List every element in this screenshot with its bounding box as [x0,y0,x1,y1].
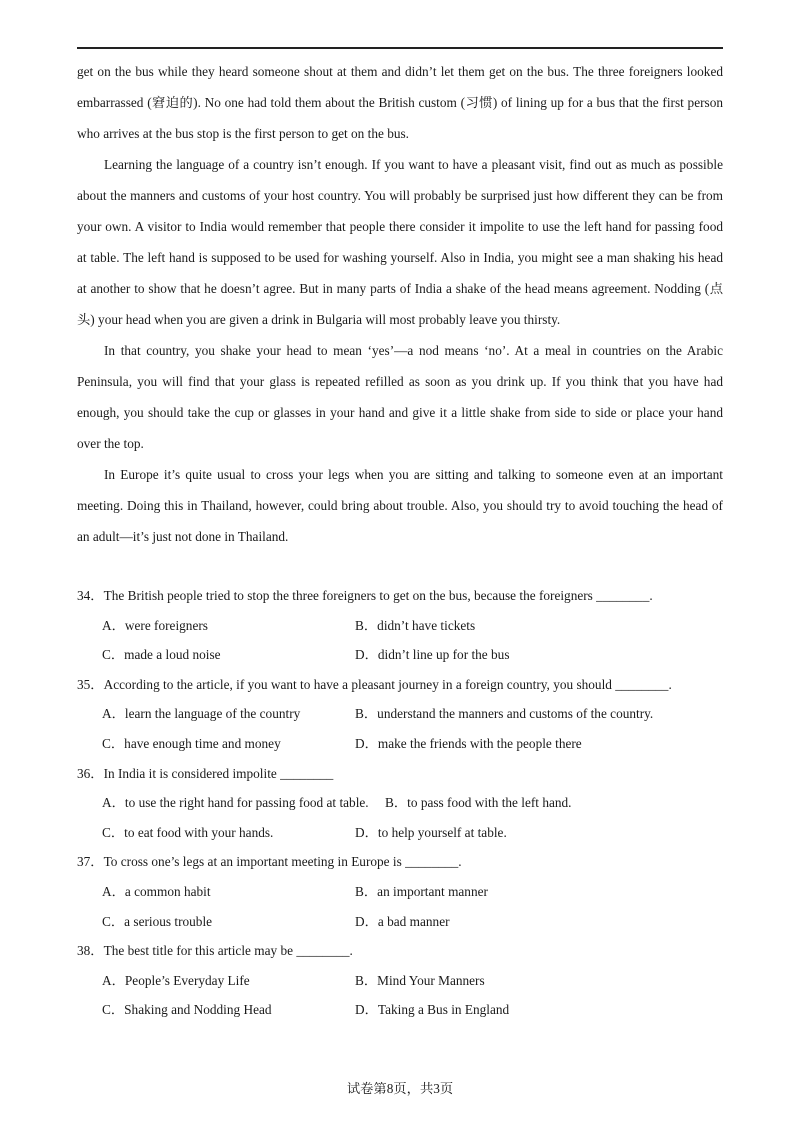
reading-passage [77,56,723,552]
passage-paragraph-3: In that country, you shake your head to mean ‘yes’—a nod means ‘no’. At a meal in countries on the Arabic Peninsula, you will find that your glass is repeated refilled as soon as you drink up. If you think that you have had enough, you should take the cup or glasses in your hand and give it a little shake from side to side or place your hand over the top. [77,343,723,451]
question-36-stem: 36．In India it is considered impolite ________ [77,765,334,781]
page-footer: 试卷第8页，共3页 [346,1081,454,1096]
question-38-options-row-2 [77,995,723,1025]
q35-option-b[interactable]: B．understand the manners and customs of the country. [355,706,654,722]
q38-option-c[interactable]: C．Shaking and Nodding Head [102,1002,272,1018]
question-35-options-row-1 [77,699,723,729]
question-34-options-row-1 [77,611,723,641]
question-38-stem: 38．The best title for this article may be ________. [77,943,353,959]
q37-option-a[interactable]: A．a common habit [102,883,211,899]
question-34-options-row-2 [77,640,723,670]
q36-option-c[interactable]: C．to eat food with your hands. [102,824,274,840]
question-35-options-row-2 [77,729,723,759]
q34-option-b[interactable]: B．didn’t have tickets [355,617,476,633]
q34-option-a[interactable]: A．were foreigners [102,617,208,633]
question-34-stem: 34．The British people tried to stop the three foreigners to get on the bus, because the foreigners ________. [77,588,653,603]
q36-option-a[interactable]: A．to use the right hand for passing food at table. [102,795,369,811]
passage-paragraph-4: In Europe it’s quite usual to cross your legs when you are sitting and talking to someone even at an important meeting. Doing this in Thailand, however, could bring about trouble. Also, you should try to avoid touching the head of an adult—it’s just not done in Thailand. [77,467,723,544]
header-rule [77,47,723,49]
question-list [77,581,723,1025]
q34-option-d[interactable]: D．didn’t line up for the bus [355,647,510,663]
question-37-options-row-2 [77,907,723,937]
q38-option-a[interactable]: A．People’s Everyday Life [102,972,250,988]
q34-option-c[interactable]: C．made a loud noise [102,647,221,663]
q36-option-d[interactable]: D．to help yourself at table. [355,824,507,840]
question-38-options-row-1 [77,966,723,996]
passage-paragraph-1: get on the bus while they heard someone shout at them and didn’t let them get on the bus. The three foreigners looked embarrassed (窘迫的). No one had told them about the British custom (习惯) of lining up for a bus that the first person who arrives at the bus stop is the first person to get on the bus. [77,64,723,141]
q35-option-d[interactable]: D．make the friends with the people there [355,735,582,751]
q37-option-b[interactable]: B．an important manner [355,883,488,899]
q35-option-c[interactable]: C．have enough time and money [102,735,281,751]
question-36-options-row-2 [77,818,723,848]
question-35-stem: 35．According to the article, if you want to have a pleasant journey in a foreign country, you should ________. [77,676,672,692]
q37-option-c[interactable]: C．a serious trouble [102,913,213,929]
q38-option-b[interactable]: B．Mind Your Manners [355,972,485,988]
question-37-stem: 37．To cross one’s legs at an important meeting in Europe is ________. [77,854,462,870]
q38-option-d[interactable]: D．Taking a Bus in England [355,1002,510,1018]
question-36-options-row-1 [77,788,723,818]
q35-option-a[interactable]: A．learn the language of the country [102,706,301,722]
q37-option-d[interactable]: D．a bad manner [355,913,450,929]
q36-option-b[interactable]: B．to pass food with the left hand. [385,795,572,811]
passage-paragraph-2: Learning the language of a country isn’t enough. If you want to have a pleasant visit, find out as much as possible about the manners and customs of your host country. You will probably be surprised just how different they can be from your own. A visitor to India would remember that people there consider it impolite to use the left hand for passing food at table. The left hand is supposed to be used for washing yourself. Also in India, you might see a man shaking his head at another to show that he doesn’t agree. But in many parts of India a shake of the head means agreement. Nodding (点头) your head when you are given a drink in Bulgaria will most probably leave you thirsty. [77,157,723,327]
question-37-options-row-1 [77,877,723,907]
